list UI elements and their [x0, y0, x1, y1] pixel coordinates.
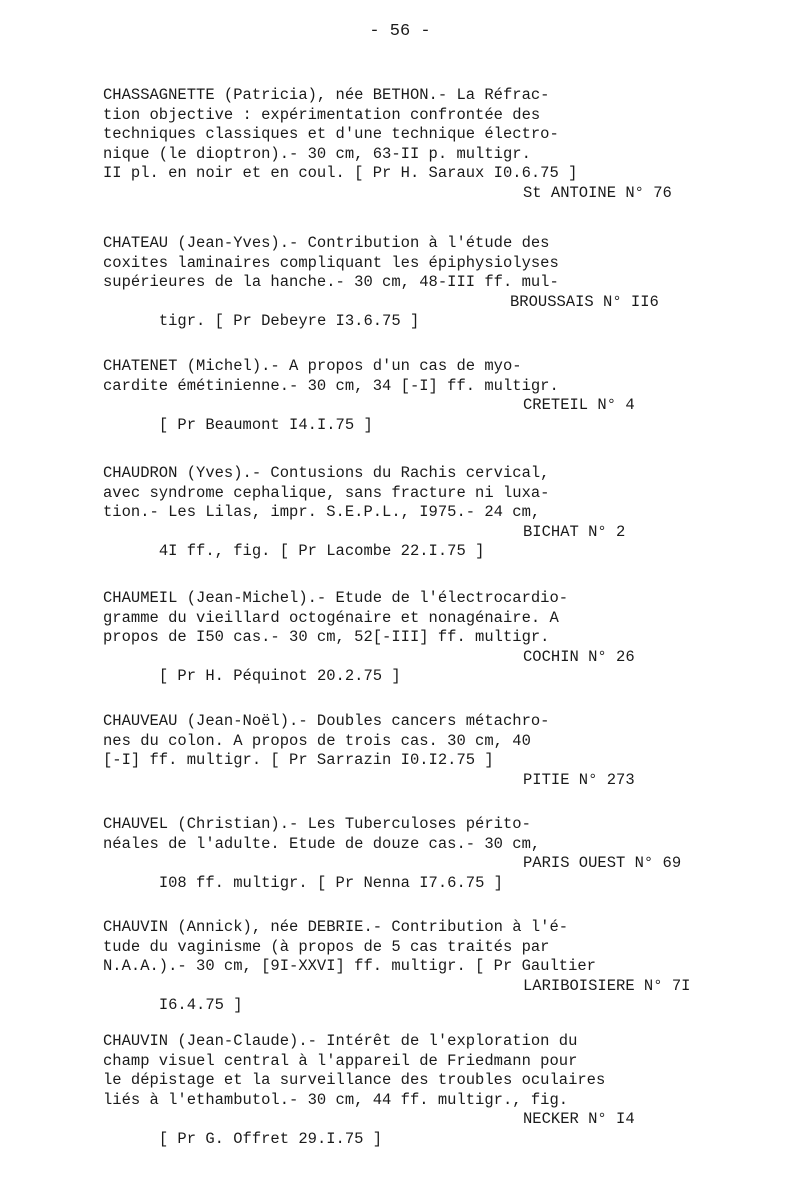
page-number: - 56 - [369, 22, 431, 41]
entry-text-line: tion.- Les Lilas, impr. S.E.P.L., I975.- 24 cm, [103, 503, 541, 521]
hospital-reference: BROUSSAIS N° II6 [510, 292, 659, 311]
entry-text-line: CHAUVEAU (Jean-Noël).- Doubles cancers métachro- [103, 712, 550, 730]
entry-text-line: [ Pr Beaumont I4.I.75 ] [158, 415, 373, 434]
bibliography-entry [103, 234, 703, 330]
entry-text-line: néales de l'adulte. Etude de douze cas.- 30 cm, [103, 834, 541, 853]
entry-text-line: liés à l'ethambutol.- 30 cm, 44 ff. multigr., fig. [103, 1090, 569, 1109]
entry-text-line: champ visuel central à l'appareil de Friedmann pour [103, 1051, 578, 1070]
hospital-reference: BICHAT N° 2 [523, 522, 626, 541]
entry-text-line: CHATENET (Michel).- A propos d'un cas de myo- [103, 357, 522, 375]
entry-text-line: CHATEAU (Jean-Yves).- Contribution à l'étude des [103, 234, 550, 252]
entry-text-line: gramme du vieillard octogénaire et nonagénaire. A [103, 608, 559, 627]
hospital-reference: LARIBOISIERE N° 7I [523, 976, 691, 995]
entry-text-line: coxites laminaires compliquant les épiphysiolyses [103, 253, 559, 272]
entry-text-line: II pl. en noir et en coul. [ Pr H. Saraux I0.6.75 ] [103, 164, 578, 182]
bibliography-entry [103, 918, 703, 1014]
entry-text-line: cardite émétinienne.- 30 cm, 34 [-I] ff. multigr. [103, 376, 559, 395]
entry-text-line: avec syndrome cephalique, sans fracture ni luxa- [103, 483, 550, 502]
bibliography-entry [103, 589, 703, 685]
entry-text-line: CHAUVIN (Jean-Claude).- Intérêt de l'exploration du [103, 1032, 578, 1050]
hospital-reference: COCHIN N° 26 [523, 647, 635, 666]
bibliography-entry [103, 1032, 703, 1148]
entry-text-line: CHAUVEL (Christian).- Les Tuberculoses périto- [103, 815, 531, 833]
entry-text-line: N.A.A.).- 30 cm, [9I-XXVI] ff. multigr. [ Pr Gaultier [103, 957, 596, 975]
hospital-reference: NECKER N° I4 [523, 1110, 635, 1128]
entry-text-line: supérieures de la hanche.- 30 cm, 48-III ff. mul- [103, 273, 559, 291]
hospital-reference: St ANTOINE N° 76 [523, 183, 672, 202]
entry-text-line: tude du vaginisme (à propos de 5 cas traités par [103, 937, 550, 956]
entry-text-line: CHAUVIN (Annick), née DEBRIE.- Contribution à l'é- [103, 918, 569, 936]
entry-text-line: [ Pr G. Offret 29.I.75 ] [158, 1129, 383, 1148]
entry-text-line: [-I] ff. multigr. [ Pr Sarrazin I0.I2.75 ] [103, 751, 494, 769]
entry-text-line: CHASSAGNETTE (Patricia), née BETHON.- La Réfrac- [103, 86, 550, 104]
entry-text-line: nique (le dioptron).- 30 cm, 63-II p. multigr. [103, 144, 531, 163]
entry-text-line: le dépistage et la surveillance des troubles oculaires [103, 1071, 606, 1089]
hospital-reference: PITIE N° 273 [523, 770, 635, 789]
hospital-reference: CRETEIL N° 4 [523, 396, 635, 414]
bibliography-entry [103, 712, 703, 790]
entry-text-line: tigr. [ Pr Debeyre I3.6.75 ] [158, 312, 420, 330]
entry-text-line: I6.4.75 ] [158, 996, 243, 1014]
entry-text-line: techniques classiques et d'une technique électro- [103, 125, 559, 143]
bibliography-entry [103, 464, 703, 560]
bibliography-entry [103, 86, 703, 203]
entry-text-line: tion objective : expérimentation confrontée des [103, 105, 541, 124]
hospital-reference: PARIS OUEST N° 69 [523, 854, 682, 872]
entry-text-line: I08 ff. multigr. [ Pr Nenna I7.6.75 ] [158, 873, 503, 892]
entry-text-line: nes du colon. A propos de trois cas. 30 cm, 40 [103, 731, 531, 750]
entry-text-line: 4I ff., fig. [ Pr Lacombe 22.I.75 ] [158, 542, 485, 560]
entry-text-line: CHAUDRON (Yves).- Contusions du Rachis cervical, [103, 464, 550, 482]
bibliography-entry [103, 815, 703, 892]
entry-text-line: propos de I50 cas.- 30 cm, 52[-III] ff. multigr. [103, 628, 550, 646]
entry-text-line: [ Pr H. Péquinot 20.2.75 ] [158, 667, 401, 685]
entry-text-line: CHAUMEIL (Jean-Michel).- Etude de l'électrocardio- [103, 589, 569, 607]
bibliography-entry [103, 357, 703, 434]
